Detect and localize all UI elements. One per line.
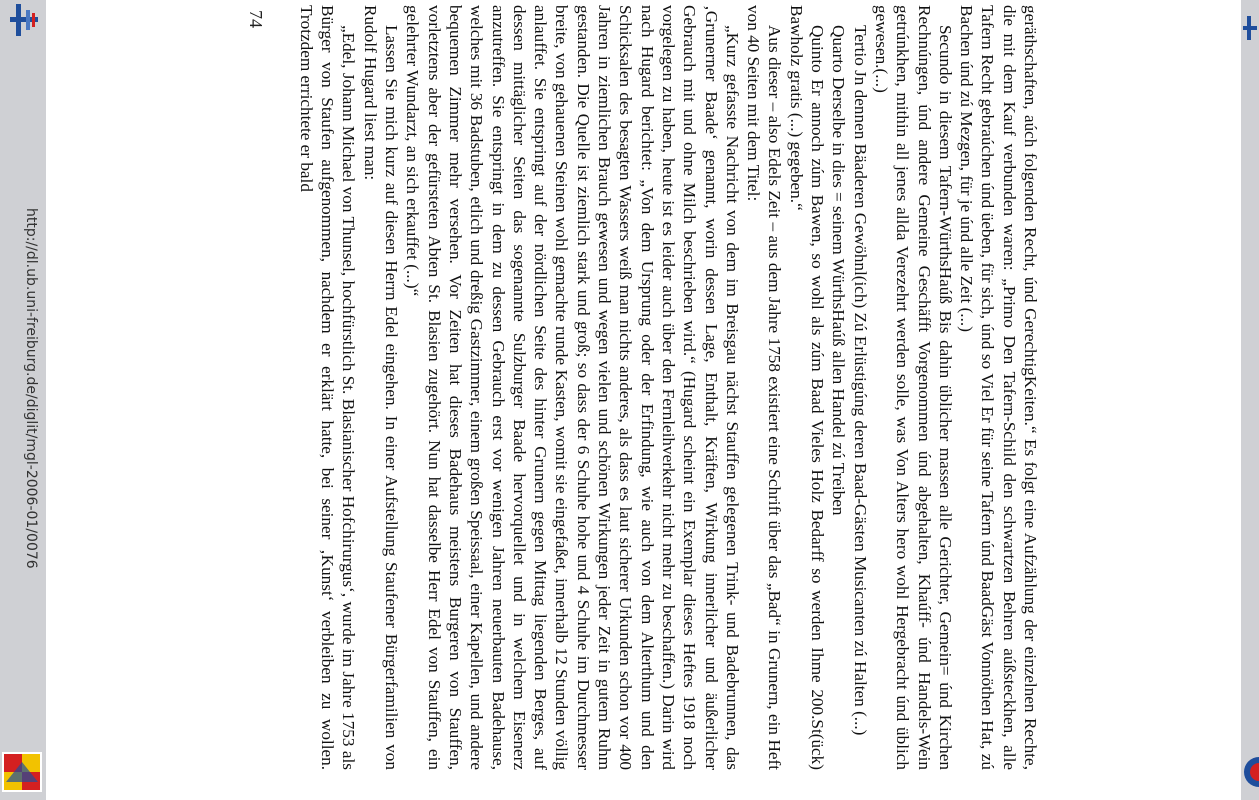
ub-logo-icon [10, 0, 38, 40]
paragraph: „Edel, Johann Michael von Thunsel, hochfürstlich St. Blasianischer Hofchirurgus‘, wurde im Jahre 1753 als Bürger von Staufen aufgenommen, nachdem er erklärt hatte, bei seiner ‚Kunst‘ verbleiben zu wollen. Trotzdem errichtete er bald [296, 5, 359, 770]
document-url-link[interactable]: http://dl.ub.uni-freiburg.de/diglit/mgl-2006-01/0076 [23, 208, 39, 569]
paragraph: Lassen Sie mich kurz auf diesen Herrn Edel eingehen. In einer Aufstellung Staufener Bürgerfamilien von Rudolf Hugard liest man: [360, 5, 402, 770]
ub-logo-small-icon [1243, 14, 1257, 42]
scanned-page [46, 0, 1241, 800]
paragraph: Aus dieser – also Edels Zeit – aus dem Jahre 1758 existiert eine Schrift über das „Bad“ in Grunern, ein Heft von 40 Seiten mit dem Titel: [744, 5, 785, 770]
page-number: 74 [246, 10, 266, 28]
page-body [241, 5, 1041, 795]
page-text [296, 5, 1041, 770]
paragraph: „Kurz gefasste Nachricht von dem im Breisgau nächst Stauffen gelegenen Trink- und Badebrunnen, das ‚Grunerner Baade‘ genannt, worin dessen Lage, Enthalt, Kräften, Wirkung innerlicher und äußerlicher Gebrauch mit und ohne Milch beschrieben wird.“ (Hugard scheint ein Exemplar dieses Heftes 1918 noch vorgelegen zu haben, heute ist es leider auch über den Fernleihverkehr nicht mehr zu beschaffen.) Darin wird nach Hugard berichtet: „Von dem Ursprung oder der Erfindung, wie auch von dem Alterthum und den Schicksalen des besagten Wassers weiß man nichts anderes, als dass es laut sicherer Urkunden schon vor 400 Jahren in ziemlichen Brauch gewesen und wegen vielen und schönen Wirkungen jeder Zeit in gutem Ruhm gestanden. Die Quelle ist ziemlich stark und groß; so dass der 6 Schuhe hohe und 4 Schuhe im Durchmesser breite, von gehauenen Steinen wohl gemachte runde Kasten, womit sie eingefaßet, innerhalb 12 Stunden völlig anlauffet. Sie entspringt auf der nördlichen Seite des hinter Grunern gegen Mittag liegenden Berges, auf dessen mittäglicher Seiten das sogenannte Sulzburger Baade hervorquellet und in welchem Eisenerz anzutreffen. Sie entspringt in dem zu dessen Gebrauch erst vor wenigen Jahren neuerbauten Badehause, welches mit 36 Badstuben, etlich und dreßig Gastzimmer, einem großen Speissaal, einer Kapellen, und andere bequemen Zimmer mehr versehen. Vor Zeiten hat dieses Badehaus meistens Burgeren von Stauffen, vorletztens aber der gefürsteten Abten St. Blasien zugehört. Nun hat dasselbe Herr Edel von Stauffen, ein gelehrter Wundarzt, an sich erkauffet (...)“ [403, 5, 742, 770]
right-margin [1241, 0, 1259, 800]
crest-logo-icon [2, 752, 42, 792]
paragraph: Tertio Jn dennen Bäaderen Gewöhnl(ich) Zú Erlüstigúng deren Baad-Gästen Musicanten zú Halten (...) [850, 25, 870, 736]
paragraph: Quarto Derselbe in dies = seinem WürthsHaúß allen Handel zú Treiben [829, 25, 849, 516]
paragraph: Secundo in diesem Tafern-WürthsHaúß Bis dahin üblicher massen alle Gerichter, Gemein= únd Kirchen Rechnúngen, únd andere Gemeine Geschäfft Vorgenommen únd abgehalten, Khaúff- únd Handels-Wein getrúnkhen, mithin all jenes allda Verezehrt werden solle, was Von Alters hero wohl Hergebracht únd üblich gewesen.(...) [871, 5, 955, 770]
paragraph: geräthschaften, aúch folgenden Recht, únd GerechtigKeiten.“ Es folgt eine Aufzählung der einzelnen Rechte, die mit dem Kauf verbunden waren: „Primo Den Tafern-Schild den schwartzen Behren aúßsteckhen, alle Tafern Recht gebraúchen únd üeben, für sich, únd so Viel Er für seine Tafern únd BaadGäst Vonnöthen Hat, zú Bachen únd zú Mezgen, für je únd alle Zeit (...) [957, 5, 1040, 770]
crest-small-icon [1242, 755, 1259, 789]
paragraph: Quinto Er annoch zúm Bawen, so wohl als zúm Baad Vieles Holz Bedarff so werden Ihme 200.St(ück) Bawholz gratis (...) gegeben.“ [786, 5, 828, 770]
